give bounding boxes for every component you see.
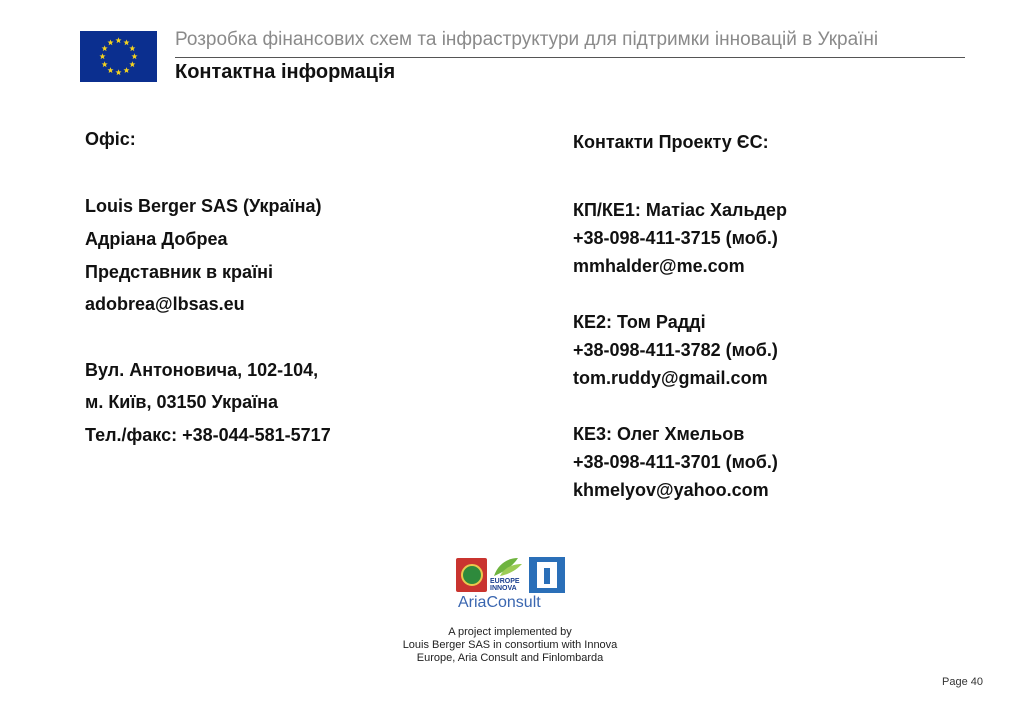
contact-2-phone: +38-098-411-3782 (моб.) xyxy=(573,340,778,360)
contact-1-phone: +38-098-411-3715 (моб.) xyxy=(573,228,778,248)
contact-1-name: КП/КЕ1: Матіас Хальдер xyxy=(573,200,787,220)
finlombarda-logo xyxy=(529,557,565,593)
contact-2-email-link[interactable]: tom.ruddy@gmail.com xyxy=(573,368,768,388)
eu-flag-logo xyxy=(80,31,157,82)
header-divider xyxy=(175,57,965,58)
ariaconsult-logo: AriaConsult xyxy=(458,594,541,611)
contact-3-email-link[interactable]: khmelyov@yahoo.com xyxy=(573,480,769,500)
contact-1-email-link[interactable]: mmhalder@me.com xyxy=(573,256,745,276)
header-subtitle: Розробка фінансових схем та інфраструктури для підтримки інновацій в Україні xyxy=(175,29,879,50)
office-heading: Офіс: xyxy=(85,129,136,149)
contact-2-name: КЕ2: Том Радді xyxy=(573,312,706,332)
office-phone-fax: Тел./факс: +38-044-581-5717 xyxy=(85,425,331,445)
ljubljana-logo xyxy=(456,558,487,592)
partner-logos xyxy=(455,556,567,614)
footer-credits xyxy=(360,626,660,665)
leaf-icon xyxy=(488,556,528,578)
page-title: Контактна інформація xyxy=(175,61,396,83)
office-contact-name: Адріана Добреа xyxy=(85,229,228,249)
office-contact-role: Представник в країні xyxy=(85,262,273,282)
office-address-street: Вул. Антоновича, 102-104, xyxy=(85,360,319,380)
contact-3-phone: +38-098-411-3701 (моб.) xyxy=(573,452,778,472)
innova-text-europe: EUROPE xyxy=(490,578,520,585)
page-number: Page 40 xyxy=(942,676,983,688)
footer-line: A project implemented by xyxy=(448,626,572,638)
footer-line: Europe, Aria Consult and Finlombarda xyxy=(416,652,604,664)
europe-innova-logo xyxy=(488,556,528,594)
contact-3-name: КЕ3: Олег Хмельов xyxy=(573,424,745,444)
office-company: Louis Berger SAS (Україна) xyxy=(85,196,322,216)
innova-text-innova: INNOVA xyxy=(490,585,517,592)
project-contacts-heading: Контакти Проекту ЄС: xyxy=(573,132,769,152)
office-email-link[interactable]: adobrea@lbsas.eu xyxy=(85,294,245,314)
footer-line: Louis Berger SAS in consortium with Innova xyxy=(402,639,618,651)
office-address-city: м. Київ, 03150 Україна xyxy=(85,392,279,412)
